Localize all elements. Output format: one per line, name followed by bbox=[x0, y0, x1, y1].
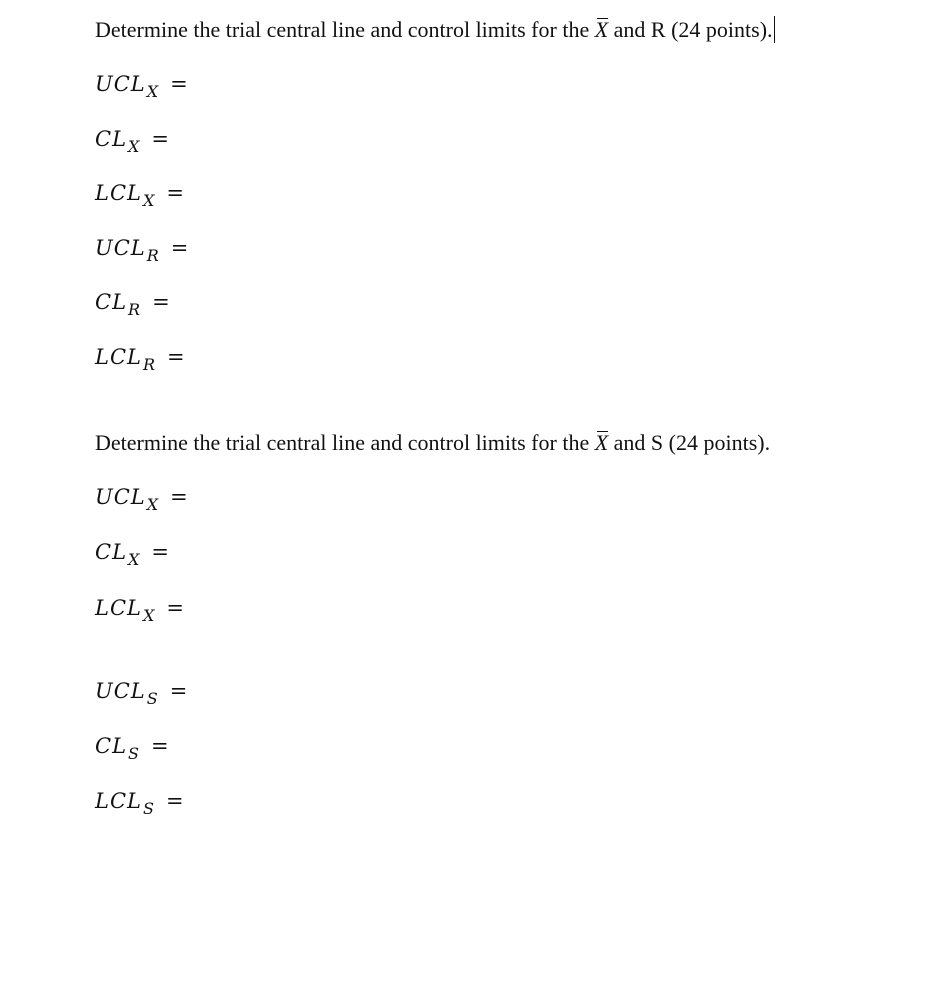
eq-lcl-x-2[interactable] bbox=[95, 596, 184, 625]
eq-lcl-r[interactable] bbox=[95, 345, 185, 374]
eq-base: UCL bbox=[95, 485, 146, 509]
eq-subscript: S bbox=[128, 744, 139, 763]
eq-ucl-s[interactable] bbox=[95, 679, 188, 708]
eq-subscript: X bbox=[146, 495, 159, 514]
eq-lcl-s[interactable] bbox=[95, 789, 184, 818]
section1-heading-text-before: Determine the trial central line and control limits for the bbox=[95, 17, 595, 42]
eq-ucl-x-1[interactable] bbox=[95, 72, 188, 101]
eq-equals-sign: = bbox=[151, 127, 170, 151]
eq-equals-sign: = bbox=[151, 540, 170, 564]
eq-base: CL bbox=[95, 734, 128, 758]
eq-ucl-r[interactable] bbox=[95, 236, 189, 265]
section2-heading-text-before: Determine the trial central line and control limits for the bbox=[95, 430, 595, 455]
eq-equals-sign: = bbox=[170, 72, 188, 96]
eq-base: LCL bbox=[95, 181, 142, 205]
eq-equals-sign: = bbox=[152, 290, 170, 314]
section1-heading-text-after: and R (24 points). bbox=[608, 17, 773, 42]
eq-subscript: R bbox=[128, 300, 141, 319]
eq-base: CL bbox=[95, 127, 128, 151]
eq-equals-sign: = bbox=[166, 181, 184, 205]
eq-base: CL bbox=[95, 290, 128, 314]
eq-subscript: R bbox=[146, 246, 159, 265]
xbar-symbol: X bbox=[594, 17, 609, 42]
eq-ucl-x-2[interactable] bbox=[95, 485, 188, 514]
eq-cl-x-1[interactable] bbox=[95, 127, 170, 156]
eq-equals-sign: = bbox=[165, 789, 184, 813]
eq-equals-sign: = bbox=[150, 734, 169, 758]
eq-equals-sign: = bbox=[167, 345, 185, 369]
eq-base: LCL bbox=[95, 596, 142, 620]
eq-lcl-x-1[interactable] bbox=[95, 181, 184, 210]
eq-subscript: X bbox=[146, 82, 159, 101]
eq-equals-sign: = bbox=[169, 679, 188, 703]
xbar-symbol: X bbox=[594, 430, 609, 455]
text-cursor[interactable] bbox=[774, 16, 776, 43]
eq-cl-r[interactable] bbox=[95, 290, 170, 319]
eq-subscript: S bbox=[142, 799, 154, 818]
eq-equals-sign: = bbox=[170, 485, 188, 509]
eq-base: UCL bbox=[95, 72, 146, 96]
section2-heading bbox=[95, 430, 770, 456]
eq-equals-sign: = bbox=[170, 236, 189, 260]
eq-subscript: X bbox=[142, 191, 155, 210]
eq-base: LCL bbox=[95, 789, 142, 813]
eq-base: LCL bbox=[95, 345, 142, 369]
section1-heading bbox=[95, 16, 775, 43]
eq-base: CL bbox=[95, 540, 128, 564]
eq-subscript: R bbox=[142, 355, 156, 374]
eq-subscript: X bbox=[128, 550, 140, 569]
eq-cl-x-2[interactable] bbox=[95, 540, 170, 569]
eq-base: UCL bbox=[95, 679, 146, 703]
eq-equals-sign: = bbox=[166, 596, 184, 620]
eq-subscript: X bbox=[128, 137, 140, 156]
eq-base: UCL bbox=[95, 236, 146, 260]
eq-cl-s[interactable] bbox=[95, 734, 169, 763]
eq-subscript: X bbox=[142, 606, 155, 625]
eq-subscript: S bbox=[146, 689, 158, 708]
section2-heading-text-after: and S (24 points). bbox=[608, 430, 771, 455]
